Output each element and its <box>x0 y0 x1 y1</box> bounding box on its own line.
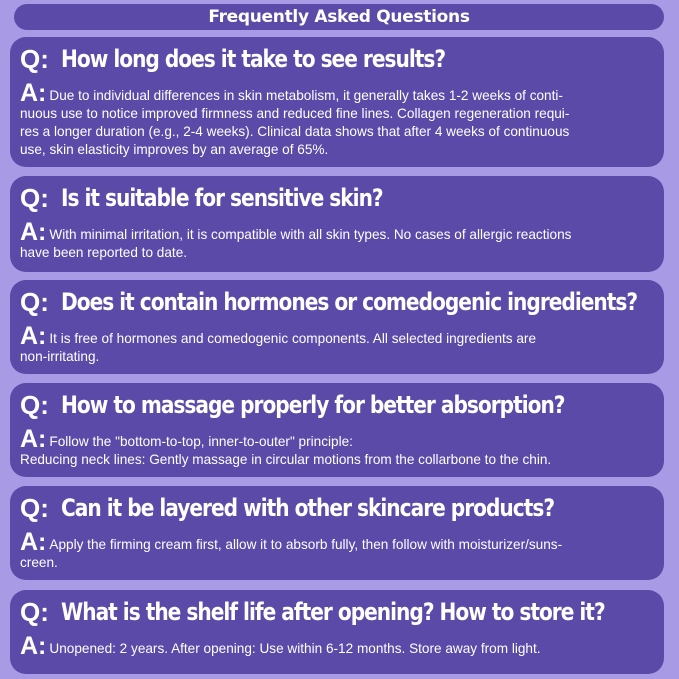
faq-question <box>20 181 444 215</box>
answer-line: have been reported to date. <box>20 245 188 260</box>
faq-question <box>20 285 664 319</box>
answer-line: Unopened: 2 years. After opening: Use within 6-12 months. Store away from light. <box>49 641 541 656</box>
answer-line: creen. <box>20 555 58 570</box>
answer-line: With minimal irritation, it is compatible with all skin types. No cases of allergic reactions <box>49 227 572 242</box>
answer-line: Due to individual differences in skin metabolism, it generally takes 1-2 weeks of conti- <box>49 88 563 103</box>
question-prefix: Q: <box>20 389 49 420</box>
answer-line: use, skin elasticity improves by an average of 65%. <box>20 142 329 157</box>
faq-question <box>20 491 648 525</box>
faq-card-5 <box>10 486 664 580</box>
faq-answer <box>20 632 654 660</box>
faq-question <box>20 595 664 629</box>
faq-answer <box>20 218 654 262</box>
faq-answer <box>20 425 654 469</box>
faq-card-2 <box>10 176 664 272</box>
answer-prefix: A: <box>20 632 47 660</box>
question-text: Does it contain hormones or comedogenic ingredients? <box>60 288 637 316</box>
faq-answer <box>20 322 654 366</box>
question-prefix: Q: <box>20 286 49 317</box>
faq-card-4 <box>10 383 664 477</box>
question-text: How to massage properly for better absorption? <box>60 391 565 419</box>
answer-line: non-irritating. <box>20 349 100 364</box>
page-title: Frequently Asked Questions <box>208 7 470 27</box>
answer-line: It is free of hormones and comedogenic components. All selected ingredients are <box>49 331 537 346</box>
faq-card-3 <box>10 280 664 374</box>
faq-answer <box>20 79 654 159</box>
faq-question <box>20 388 660 422</box>
answer-prefix: A: <box>20 79 47 107</box>
question-text: What is the shelf life after opening? How to store it? <box>60 598 605 626</box>
faq-card-1 <box>10 37 664 167</box>
faq-header <box>14 4 664 30</box>
question-text: Can it be layered with other skincare products? <box>60 494 554 522</box>
answer-line: Reducing neck lines: Gently massage in circular motions from the collarbone to the chin. <box>20 452 552 467</box>
answer-line: nuous use to notice improved firmness and reduced fine lines. Collagen regeneration requi- <box>20 106 570 121</box>
answer-line: res a longer duration (e.g., 2-4 weeks). Clinical data shows that after 4 weeks of continuous <box>20 124 570 139</box>
answer-prefix: A: <box>20 425 47 453</box>
question-prefix: Q: <box>20 596 49 627</box>
faq-question <box>20 42 518 76</box>
faq-answer <box>20 528 654 572</box>
answer-line: Apply the firming cream first, allow it to absorb fully, then follow with moisturizer/suns- <box>49 537 563 552</box>
question-text: Is it suitable for sensitive skin? <box>60 184 383 212</box>
answer-prefix: A: <box>20 218 47 246</box>
question-prefix: Q: <box>20 182 49 213</box>
faq-card-6 <box>10 590 664 674</box>
answer-line: Follow the "bottom-to-top, inner-to-outer" principle: <box>49 434 353 449</box>
question-text: How long does it take to see results? <box>60 45 445 73</box>
answer-prefix: A: <box>20 528 47 556</box>
question-prefix: Q: <box>20 492 49 523</box>
question-prefix: Q: <box>20 43 49 74</box>
answer-prefix: A: <box>20 322 47 350</box>
